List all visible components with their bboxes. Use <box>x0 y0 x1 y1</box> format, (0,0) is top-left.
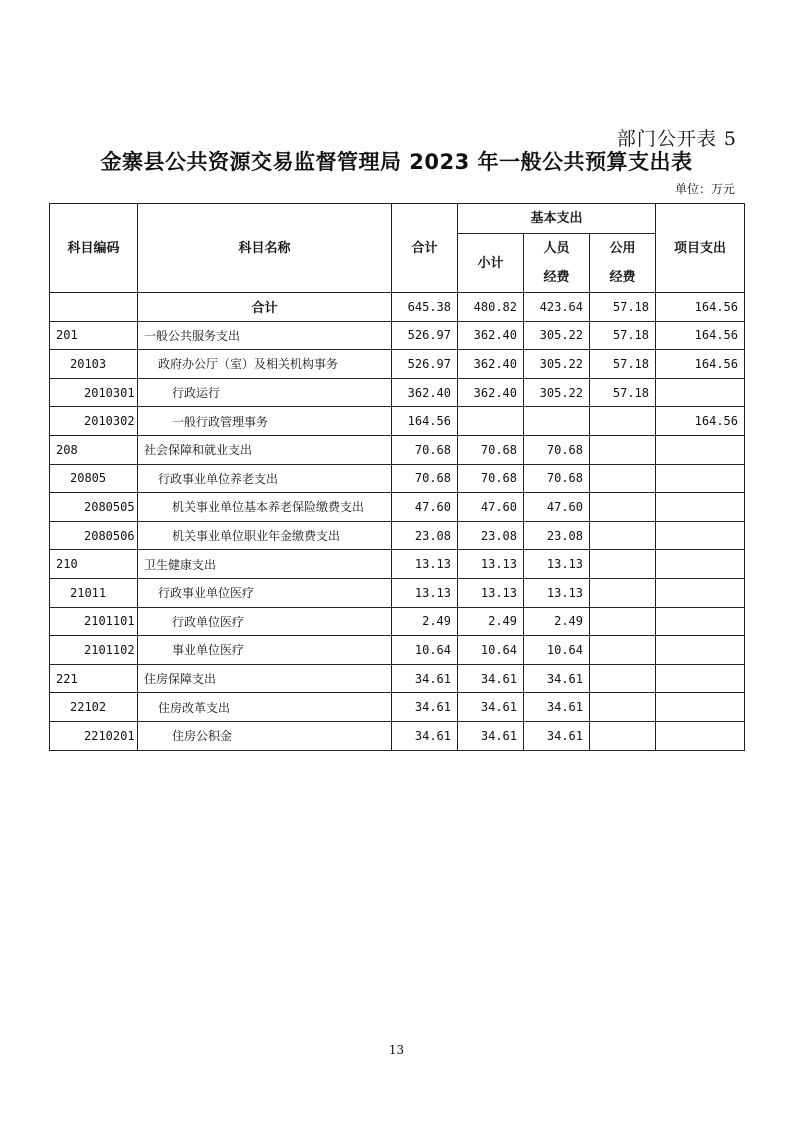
table-row <box>50 321 745 350</box>
table-row <box>50 578 745 607</box>
cell-code: 2210201 <box>50 721 138 750</box>
cell-public <box>590 435 656 464</box>
cell-code: 2101102 <box>50 636 138 665</box>
header-personnel-line2: 经费 <box>524 263 590 293</box>
cell-name: 政府办公厅（室）及相关机构事务 <box>138 350 392 379</box>
cell-code: 210 <box>50 550 138 579</box>
cell-total: 70.68 <box>392 435 458 464</box>
header-public-line1: 公用 <box>590 234 656 264</box>
budget-expenditure-table <box>49 203 745 751</box>
cell-public: 57.18 <box>590 378 656 407</box>
cell-project <box>656 664 745 693</box>
cell-project <box>656 521 745 550</box>
cell-project <box>656 435 745 464</box>
cell-code: 21011 <box>50 578 138 607</box>
cell-project: 164.56 <box>656 407 745 436</box>
cell-total: 10.64 <box>392 636 458 665</box>
unit-label: 单位：万元 <box>674 182 735 196</box>
cell-public <box>590 550 656 579</box>
table-row <box>50 607 745 636</box>
table-row <box>50 293 745 322</box>
cell-name: 一般公共服务支出 <box>138 321 392 350</box>
page-title: 金寨县公共资源交易监督管理局 2023 年一般公共预算支出表 <box>100 150 693 174</box>
cell-code: 20805 <box>50 464 138 493</box>
cell-total: 34.61 <box>392 664 458 693</box>
header-public-line2: 经费 <box>590 263 656 293</box>
cell-personnel: 2.49 <box>524 607 590 636</box>
cell-code: 2080506 <box>50 521 138 550</box>
cell-public <box>590 721 656 750</box>
table-row <box>50 378 745 407</box>
cell-total: 13.13 <box>392 550 458 579</box>
cell-code: 2010301 <box>50 378 138 407</box>
cell-public: 57.18 <box>590 293 656 322</box>
cell-name: 合计 <box>138 293 392 322</box>
cell-project <box>656 721 745 750</box>
cell-project <box>656 550 745 579</box>
header-subtotal: 小计 <box>458 234 524 293</box>
table-body <box>50 293 745 751</box>
cell-code: 2010302 <box>50 407 138 436</box>
cell-name: 机关事业单位职业年金缴费支出 <box>138 521 392 550</box>
cell-subtotal: 23.08 <box>458 521 524 550</box>
header-personnel-line1: 人员 <box>524 234 590 264</box>
table-row <box>50 435 745 464</box>
cell-code: 22102 <box>50 693 138 722</box>
cell-project <box>656 378 745 407</box>
cell-subtotal: 47.60 <box>458 493 524 522</box>
cell-subtotal: 2.49 <box>458 607 524 636</box>
cell-name: 卫生健康支出 <box>138 550 392 579</box>
cell-code: 201 <box>50 321 138 350</box>
cell-total: 34.61 <box>392 721 458 750</box>
cell-project <box>656 607 745 636</box>
table-row <box>50 464 745 493</box>
cell-public <box>590 693 656 722</box>
cell-name: 行政事业单位医疗 <box>138 578 392 607</box>
cell-name: 行政单位医疗 <box>138 607 392 636</box>
cell-total: 70.68 <box>392 464 458 493</box>
table-row <box>50 550 745 579</box>
cell-total: 362.40 <box>392 378 458 407</box>
cell-subtotal: 70.68 <box>458 464 524 493</box>
cell-personnel: 34.61 <box>524 693 590 722</box>
cell-public <box>590 636 656 665</box>
cell-name: 住房公积金 <box>138 721 392 750</box>
cell-total: 526.97 <box>392 321 458 350</box>
cell-public <box>590 493 656 522</box>
cell-project <box>656 493 745 522</box>
cell-subtotal: 13.13 <box>458 578 524 607</box>
cell-project <box>656 693 745 722</box>
cell-public <box>590 407 656 436</box>
cell-total: 47.60 <box>392 493 458 522</box>
cell-total: 645.38 <box>392 293 458 322</box>
cell-public <box>590 607 656 636</box>
cell-personnel: 305.22 <box>524 321 590 350</box>
cell-total: 2.49 <box>392 607 458 636</box>
table-row <box>50 664 745 693</box>
cell-total: 23.08 <box>392 521 458 550</box>
table-row <box>50 350 745 379</box>
cell-personnel <box>524 407 590 436</box>
header-total: 合计 <box>392 204 458 293</box>
table-row <box>50 493 745 522</box>
cell-public <box>590 521 656 550</box>
cell-code: 20103 <box>50 350 138 379</box>
cell-subtotal: 13.13 <box>458 550 524 579</box>
cell-subtotal: 10.64 <box>458 636 524 665</box>
page-number: 13 <box>388 1043 405 1057</box>
cell-code: 208 <box>50 435 138 464</box>
cell-name: 事业单位医疗 <box>138 636 392 665</box>
cell-subtotal: 362.40 <box>458 378 524 407</box>
cell-subtotal: 34.61 <box>458 664 524 693</box>
cell-code <box>50 293 138 322</box>
cell-subtotal: 70.68 <box>458 435 524 464</box>
cell-name: 行政运行 <box>138 378 392 407</box>
table-row <box>50 407 745 436</box>
cell-subtotal: 362.40 <box>458 321 524 350</box>
table-row <box>50 636 745 665</box>
cell-project: 164.56 <box>656 350 745 379</box>
cell-name: 机关事业单位基本养老保险缴费支出 <box>138 493 392 522</box>
cell-name: 住房保障支出 <box>138 664 392 693</box>
cell-subtotal: 34.61 <box>458 721 524 750</box>
cell-code: 221 <box>50 664 138 693</box>
table-row <box>50 721 745 750</box>
cell-public <box>590 464 656 493</box>
cell-code: 2080505 <box>50 493 138 522</box>
cell-personnel: 305.22 <box>524 350 590 379</box>
cell-name: 社会保障和就业支出 <box>138 435 392 464</box>
cell-project <box>656 636 745 665</box>
header-name: 科目名称 <box>138 204 392 293</box>
header-project: 项目支出 <box>656 204 745 293</box>
cell-project <box>656 578 745 607</box>
cell-total: 526.97 <box>392 350 458 379</box>
cell-subtotal <box>458 407 524 436</box>
cell-project: 164.56 <box>656 321 745 350</box>
header-code: 科目编码 <box>50 204 138 293</box>
cell-personnel: 13.13 <box>524 550 590 579</box>
table-row <box>50 521 745 550</box>
cell-public <box>590 578 656 607</box>
cell-personnel: 34.61 <box>524 664 590 693</box>
cell-personnel: 70.68 <box>524 435 590 464</box>
cell-code: 2101101 <box>50 607 138 636</box>
cell-public: 57.18 <box>590 350 656 379</box>
cell-personnel: 70.68 <box>524 464 590 493</box>
cell-total: 13.13 <box>392 578 458 607</box>
cell-subtotal: 362.40 <box>458 350 524 379</box>
cell-total: 164.56 <box>392 407 458 436</box>
cell-subtotal: 34.61 <box>458 693 524 722</box>
cell-name: 行政事业单位养老支出 <box>138 464 392 493</box>
cell-subtotal: 480.82 <box>458 293 524 322</box>
cell-name: 住房改革支出 <box>138 693 392 722</box>
cell-personnel: 47.60 <box>524 493 590 522</box>
cell-personnel: 13.13 <box>524 578 590 607</box>
cell-name: 一般行政管理事务 <box>138 407 392 436</box>
cell-personnel: 34.61 <box>524 721 590 750</box>
header-basic: 基本支出 <box>458 204 656 234</box>
cell-project <box>656 464 745 493</box>
cell-personnel: 10.64 <box>524 636 590 665</box>
table-row <box>50 693 745 722</box>
cell-public <box>590 664 656 693</box>
cell-total: 34.61 <box>392 693 458 722</box>
cell-personnel: 423.64 <box>524 293 590 322</box>
cell-public: 57.18 <box>590 321 656 350</box>
cell-project: 164.56 <box>656 293 745 322</box>
cell-personnel: 305.22 <box>524 378 590 407</box>
cell-personnel: 23.08 <box>524 521 590 550</box>
table-number-tag: 部门公开表 5 <box>616 128 737 150</box>
